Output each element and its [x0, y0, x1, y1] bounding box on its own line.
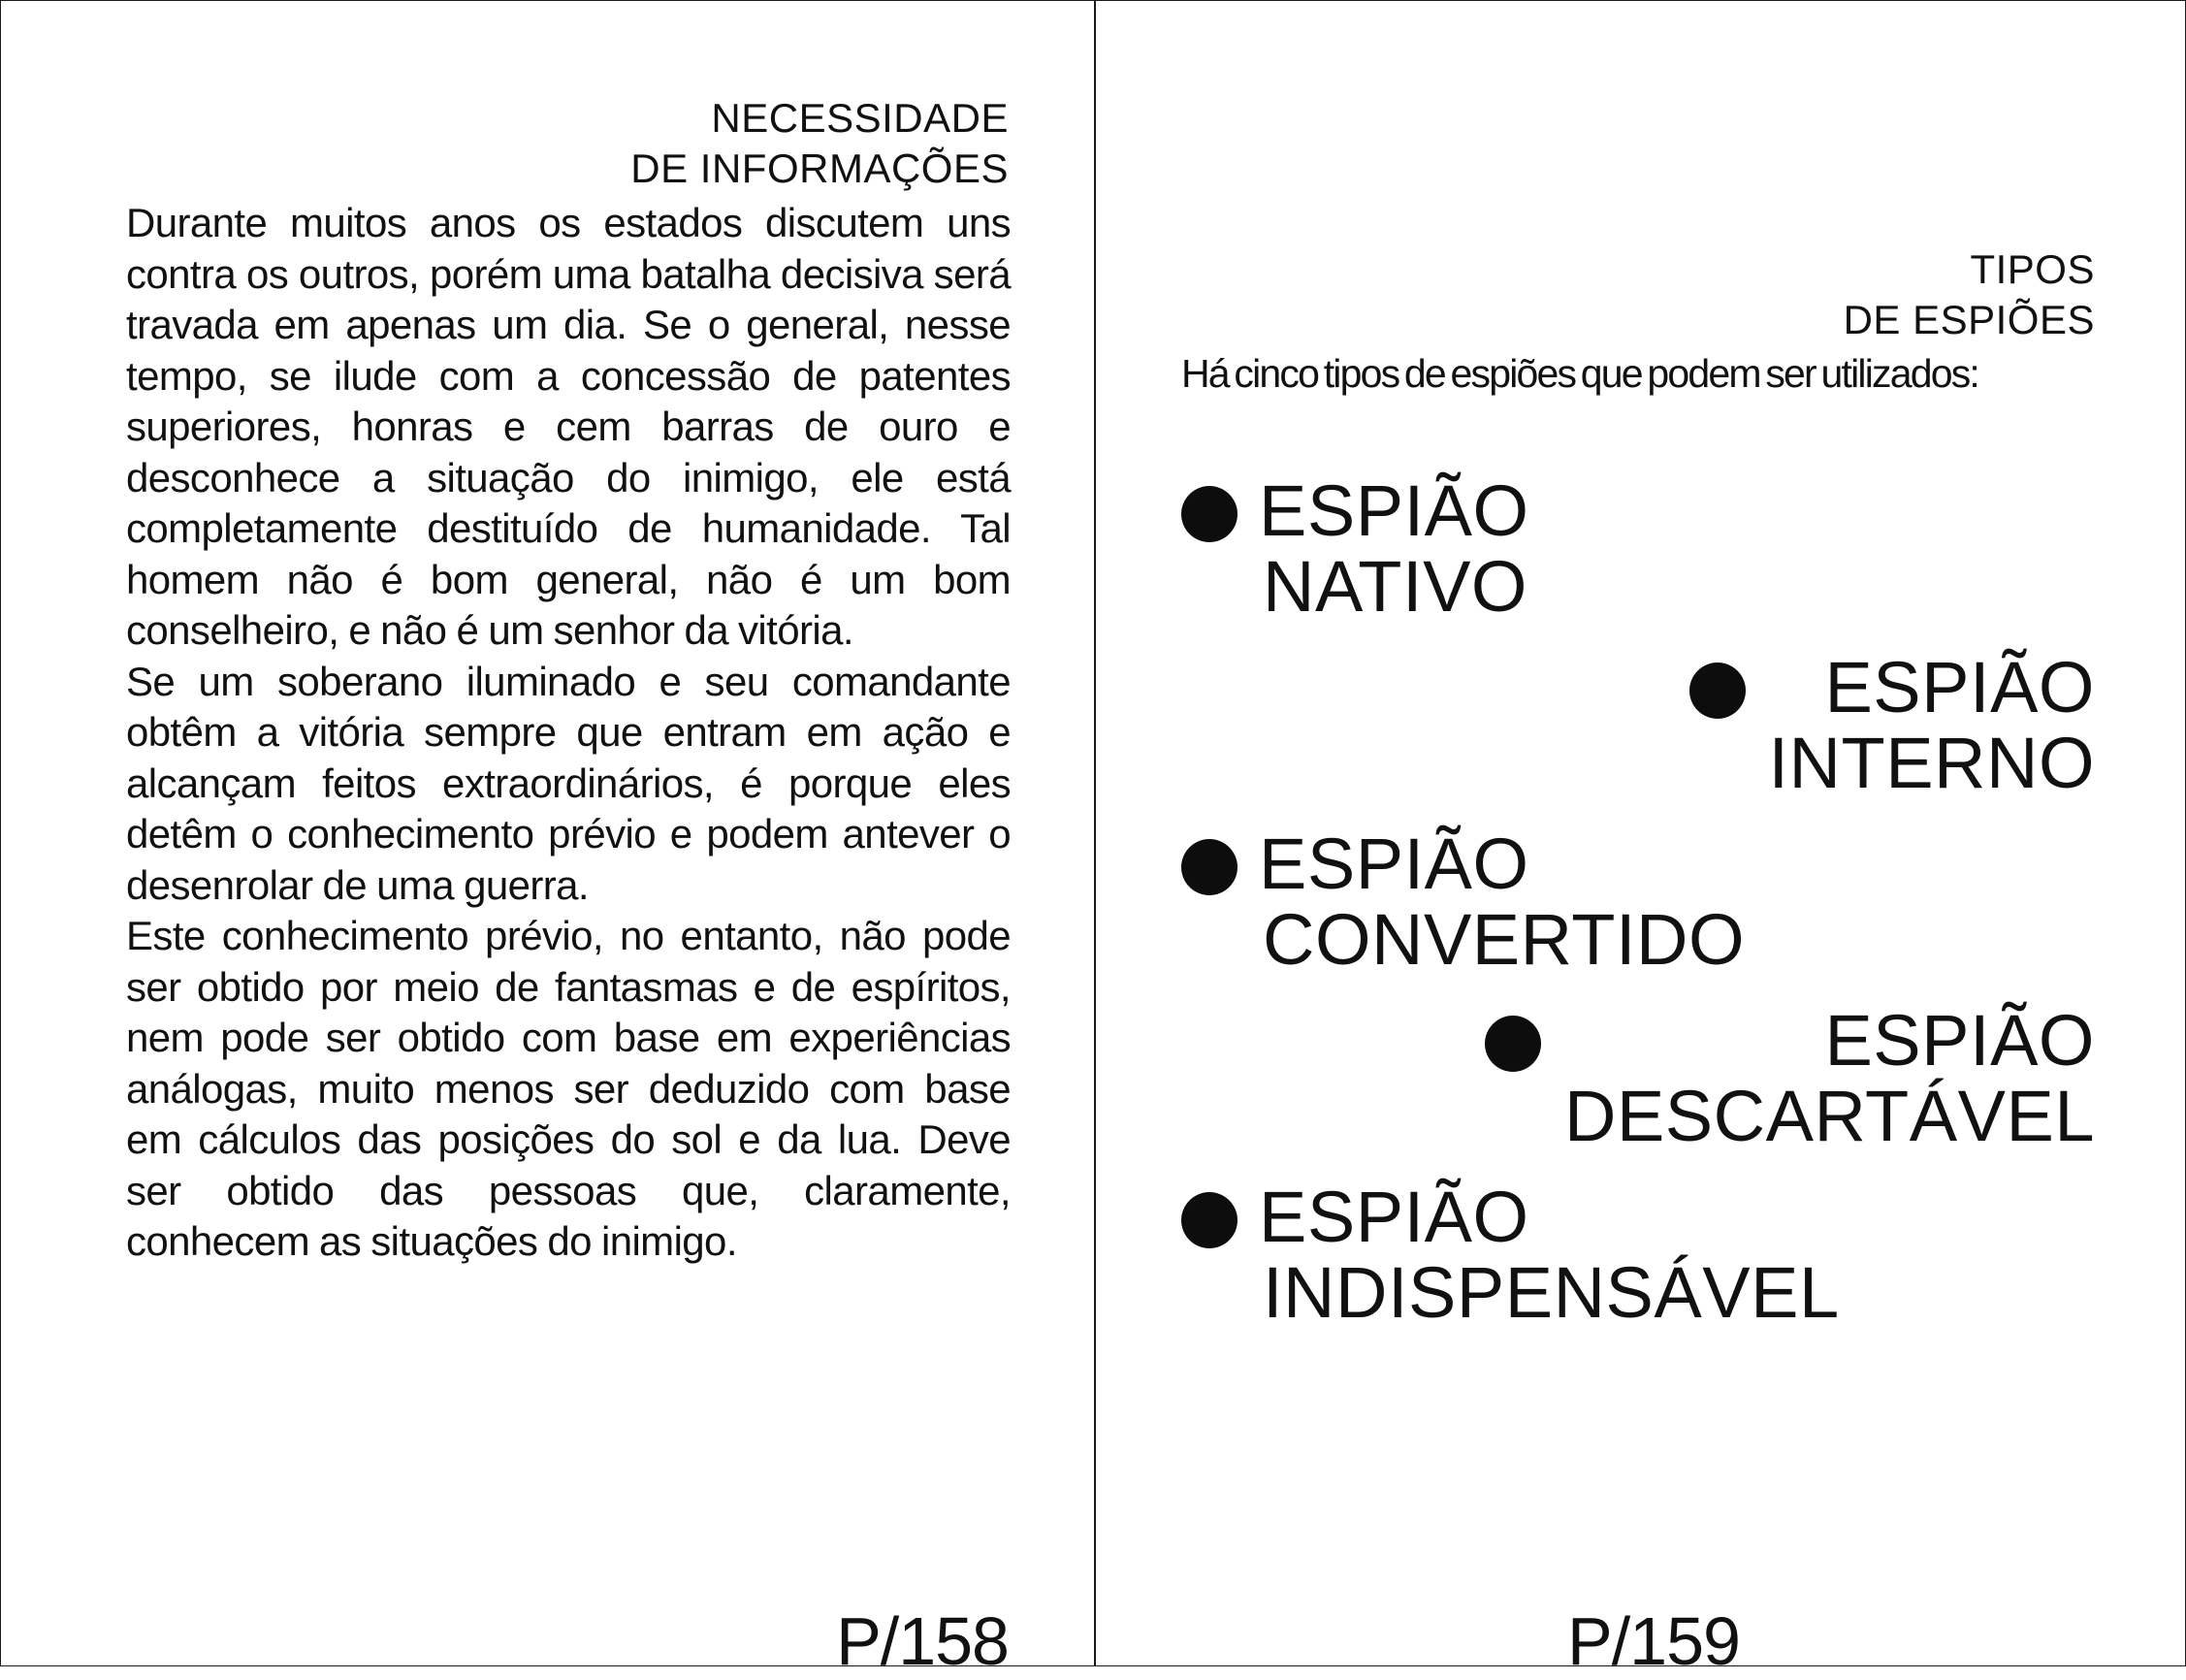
bullet-icon — [1485, 1016, 1541, 1072]
spy-type-label: ESPIÃO — [1824, 1000, 2095, 1081]
spy-type-native — [1181, 470, 1529, 627]
spy-type-label: ESPIÃO — [1259, 470, 1529, 551]
bullet-icon — [1181, 839, 1238, 895]
spy-type-label: ESPIÃO — [1824, 647, 2095, 727]
spy-type-indispensable — [1181, 1179, 1840, 1331]
spy-type-expendable — [1564, 1000, 2095, 1156]
spy-type-label: ESPIÃO — [1259, 824, 1529, 904]
left-heading-line-1: NECESSIDADE — [711, 95, 1009, 141]
bullet-icon — [1181, 486, 1238, 542]
spy-types-intro: Há cinco tipos de espiões que podem ser utilizados: — [1181, 351, 1979, 396]
spy-type-converted — [1181, 826, 1745, 978]
bullet-icon — [1181, 1192, 1238, 1248]
paragraph-2: Se um soberano iluminado e seu comandante obtêm a vitória sempre que entram em ação e alcançam feitos extraordinários, é porque eles detêm o conhecimento prévio e podem antever o desenrolar de uma guerra. — [126, 658, 1011, 908]
right-page — [1096, 0, 2186, 1679]
left-page-heading — [330, 93, 1009, 194]
spy-type-name: CONVERTIDO — [1263, 899, 1746, 980]
spy-type-name: NATIVO — [1263, 546, 1527, 627]
spy-type-name: INDISPENSÁVEL — [1263, 1252, 1840, 1333]
page-number-right: P/159 — [1567, 1603, 1740, 1679]
left-heading-line-2: DE INFORMAÇÕES — [630, 145, 1009, 191]
spy-type-label: ESPIÃO — [1259, 1177, 1529, 1257]
bullet-icon — [1689, 662, 1746, 719]
right-page-heading — [1416, 244, 2095, 345]
right-heading-line-2: DE ESPIÕES — [1843, 297, 2095, 342]
paragraph-1: Durante muitos anos os estados discutem uns contra os outros, porém uma batalha decisiva será travada em apenas um dia. Se o general, nesse tempo, se ilude com a concessão de patentes superiores, honras e cem barras de ouro e desconhece a situação do inimigo, ele está completamente destituído de humanidade. Tal homem não é bom general, não é um bom conselheiro, e não é um senhor da vitória. — [126, 200, 1011, 653]
spy-type-name: DESCARTÁVEL — [1564, 1076, 2095, 1156]
spy-type-name: INTERNO — [1768, 723, 2095, 803]
paragraph-3: Este conhecimento prévio, no entanto, não pode ser obtido por meio de fantasmas e de espíritos, nem pode ser obtido com base em experiências análogas, muito menos ser deduzido com base em cálculos das posições do sol e da lua. Deve ser obtido das pessoas que, claramente, conhecem as situações do inimigo. — [126, 913, 1011, 1264]
spy-type-internal — [1768, 647, 2096, 803]
page-number-left: P/158 — [836, 1603, 1009, 1679]
left-body-text — [126, 198, 1011, 1268]
right-heading-line-1: TIPOS — [1970, 246, 2095, 292]
